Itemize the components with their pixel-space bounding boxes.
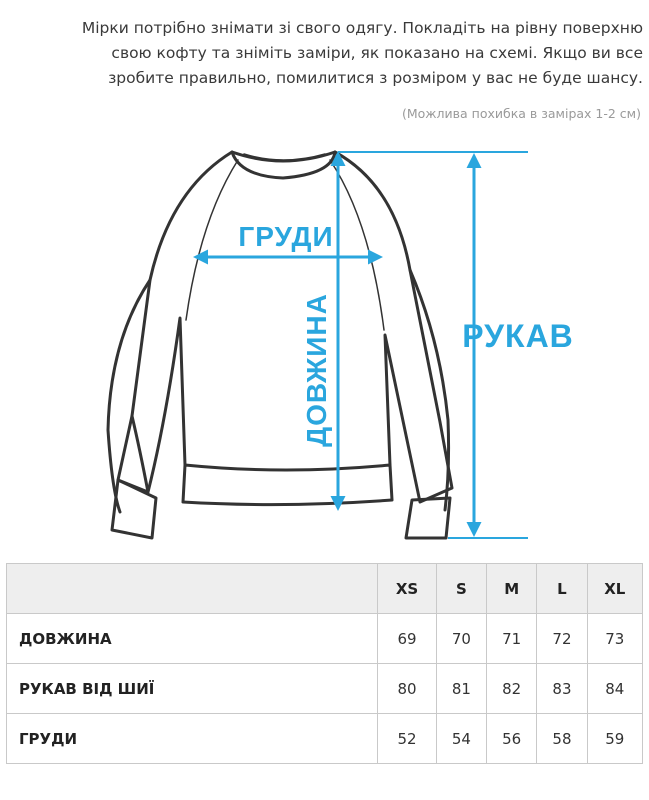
header-size-m: M [487,564,537,614]
header-size-xs: XS [378,564,436,614]
intro-line-2: свою кофту та зніміть заміри, як показано на схемі. Якщо ви все [111,44,643,62]
body-left [118,152,232,492]
header-size-s: S [436,564,486,614]
table-row [7,714,643,764]
table-cell: 82 [487,664,537,714]
sweatshirt-diagram [0,130,649,550]
table-cell: 83 [537,664,587,714]
table-cell: 71 [487,614,537,664]
table-header-row [7,564,643,614]
header-cell-empty [7,564,378,614]
sweatshirt-outline [108,152,452,538]
intro-line-1: Мірки потрібно знімати зі свого одягу. Покладіть на рівну поверхню [81,19,643,37]
intro-line-3: зробите правильно, помилитися з розміром у вас не буде шансу. [108,69,643,87]
table-row [7,664,643,714]
table-cell: 84 [587,664,642,714]
row-label-chest: ГРУДИ [7,714,378,764]
table-cell: 80 [378,664,436,714]
waistband [183,465,392,505]
table-cell: 81 [436,664,486,714]
measurement-note: (Можлива похибка в замірах 1-2 см) [401,106,641,121]
header-size-l: L [537,564,587,614]
row-label-length: ДОВЖИНА [7,614,378,664]
table-cell: 69 [378,614,436,664]
table-cell: 54 [436,714,486,764]
header-size-xl: XL [587,564,642,614]
table-cell: 58 [537,714,587,764]
table-cell: 56 [487,714,537,764]
cuff-right [406,498,450,538]
table-cell: 70 [436,614,486,664]
table-cell: 72 [537,614,587,664]
table-cell: 73 [587,614,642,664]
chest-label: ГРУДИ [238,221,334,252]
table-cell: 52 [378,714,436,764]
intro-text [20,16,643,91]
length-label: ДОВЖИНА [301,293,332,447]
sleeve-label: РУКАВ [462,318,574,354]
row-label-sleeve: РУКАВ ВІД ШИЇ [7,664,378,714]
table-cell: 59 [587,714,642,764]
size-table [6,563,643,764]
table-row [7,614,643,664]
